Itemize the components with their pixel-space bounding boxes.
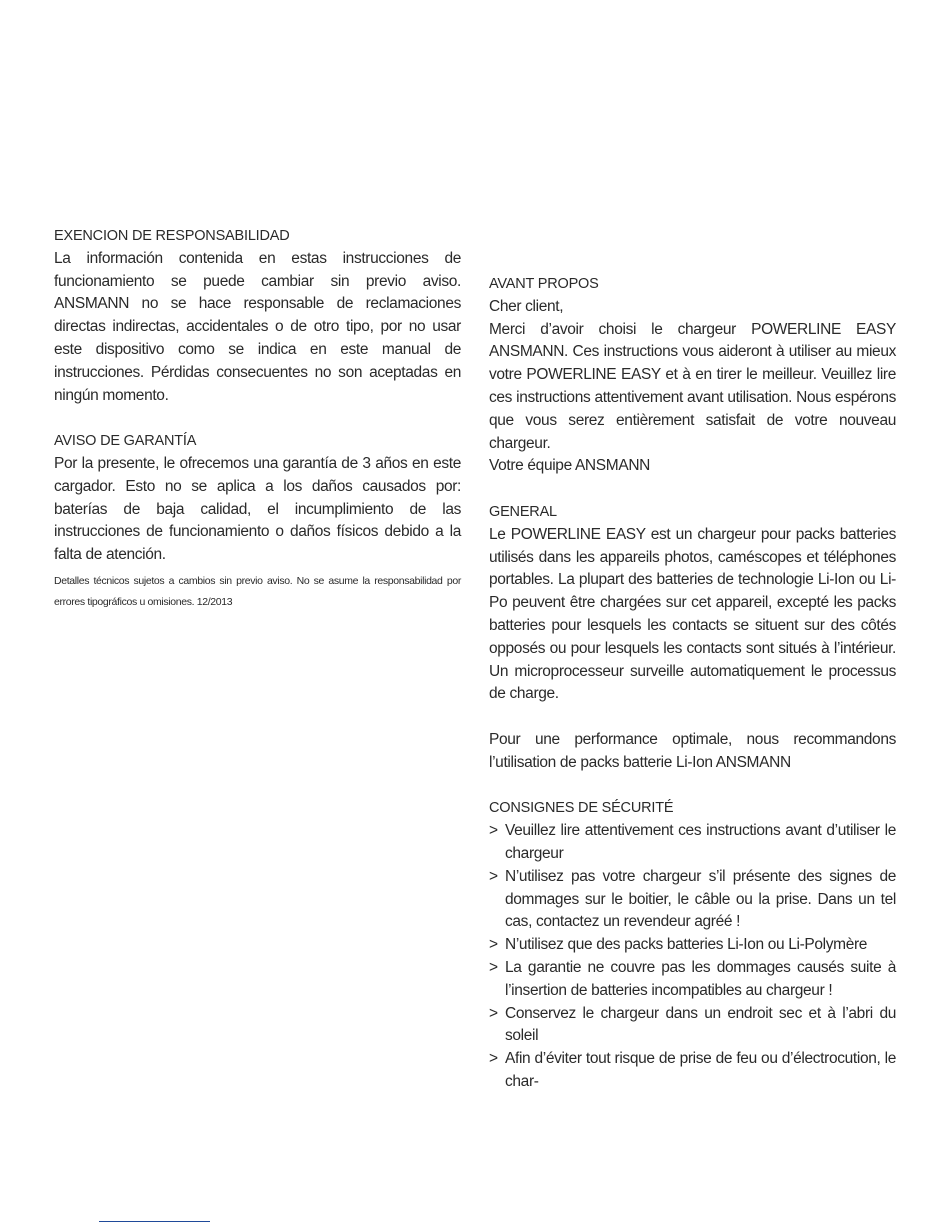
- safety-item-text: La garantie ne couvre pas les dommages causés suite à l’insertion de batteries incompatibles au chargeur !: [505, 958, 896, 999]
- foreword-signature: Votre équipe ANSMANN: [489, 457, 651, 475]
- safety-item: [489, 1003, 896, 1049]
- safety-item: [489, 866, 896, 934]
- safety-item-text: N’utilisez que des packs batteries Li-Ion ou Li-Polymère: [505, 936, 868, 954]
- disclaimer-text: La información contenida en estas instrucciones de funcionamiento se puede cambiar sin previo aviso. ANSMANN no se hace responsable de reclamaciones directas indirectas, accidentales o de otro tipo, por no usar este dispositivo como se indica en este manual de instrucciones. Pérdidas consecuentes no son aceptadas en ningún momento.: [54, 249, 461, 404]
- safety-item-text: N’utilisez pas votre chargeur s’il présente des signes de dommages sur le boitier, le câble ou la prise. Dans un tel cas, contactez un revendeur agréé !: [505, 867, 896, 931]
- left-column: [54, 225, 461, 613]
- safety-heading: CONSIGNES DE SÉCURITÉ: [489, 800, 674, 817]
- spacer: [489, 775, 896, 798]
- right-column: [489, 273, 896, 1094]
- disclaimer-heading: EXENCION DE RESPONSABILIDAD: [54, 228, 290, 244]
- safety-item: [489, 820, 896, 866]
- safety-item-text: Conservez le chargeur dans un endroit sec et à l’abri du soleil: [505, 1004, 896, 1045]
- spacer: [54, 407, 461, 430]
- foreword-heading: AVANT PROPOS: [489, 276, 599, 292]
- bullet-mark: >: [489, 822, 498, 840]
- spacer: [489, 478, 896, 501]
- bullet-mark: >: [489, 936, 498, 954]
- bullet-mark: >: [489, 1050, 498, 1068]
- general-heading: GENERAL: [489, 503, 557, 520]
- general-recommendation: Pour une performance optimale, nous recommandons l’utilisation de packs batterie Li-Ion ANSMANN: [489, 730, 896, 771]
- safety-item-text: Afin d’éviter tout risque de prise de feu ou d’électrocution, le char-: [505, 1050, 896, 1090]
- bullet-mark: >: [489, 867, 498, 885]
- safety-list: [489, 820, 896, 1094]
- foreword-text: Merci d’avoir choisi le chargeur POWERLINE EASY ANSMANN. Ces instructions vous aideront à utiliser au mieux votre POWERLINE EASY et à en tirer le meilleur. Veuillez lire ces instructions attentivement avant utilisation. Nous espérons que vous serez entièrement satisfait de votre nouveau chargeur.: [489, 320, 896, 452]
- footnote-divider: [99, 1221, 210, 1222]
- warranty-heading: AVISO DE GARANTÍA: [54, 433, 197, 450]
- foreword-greeting: Cher client,: [489, 297, 564, 315]
- small-print: Detalles técnicos sujetos a cambios sin previo aviso. No se asume la responsabilidad por errores tipográficos u omisiones. 12/2013: [54, 574, 461, 608]
- bullet-mark: >: [489, 1004, 498, 1022]
- bullet-mark: >: [489, 958, 498, 976]
- general-text: Le POWERLINE EASY est un chargeur pour packs batteries utilisés dans les appareils photos, caméscopes et téléphones portables. La plupart des batteries de technologie Li-Ion ou Li-Po peuvent être chargées sur cet appareil, excepté les packs batteries pour lesquels les contacts se situent sur des côtés opposés ou pour lesquels les contacts sont situés à l’intérieur. Un microprocesseur surveille automatiquement le processus de charge.: [489, 525, 896, 703]
- warranty-text: Por la presente, le ofrecemos una garantía de 3 años en este cargador. Esto no se aplica a los daños causados por: baterías de baja calidad, el incumplimiento de las instrucciones de funcionamiento o daños físicos debido a la falta de atención.: [54, 454, 461, 564]
- safety-item: [489, 957, 896, 1003]
- safety-item: [489, 934, 896, 957]
- spacer: [489, 706, 896, 729]
- safety-item-text: Veuillez lire attentivement ces instructions avant d’utiliser le chargeur: [505, 822, 896, 862]
- safety-item: [489, 1048, 896, 1094]
